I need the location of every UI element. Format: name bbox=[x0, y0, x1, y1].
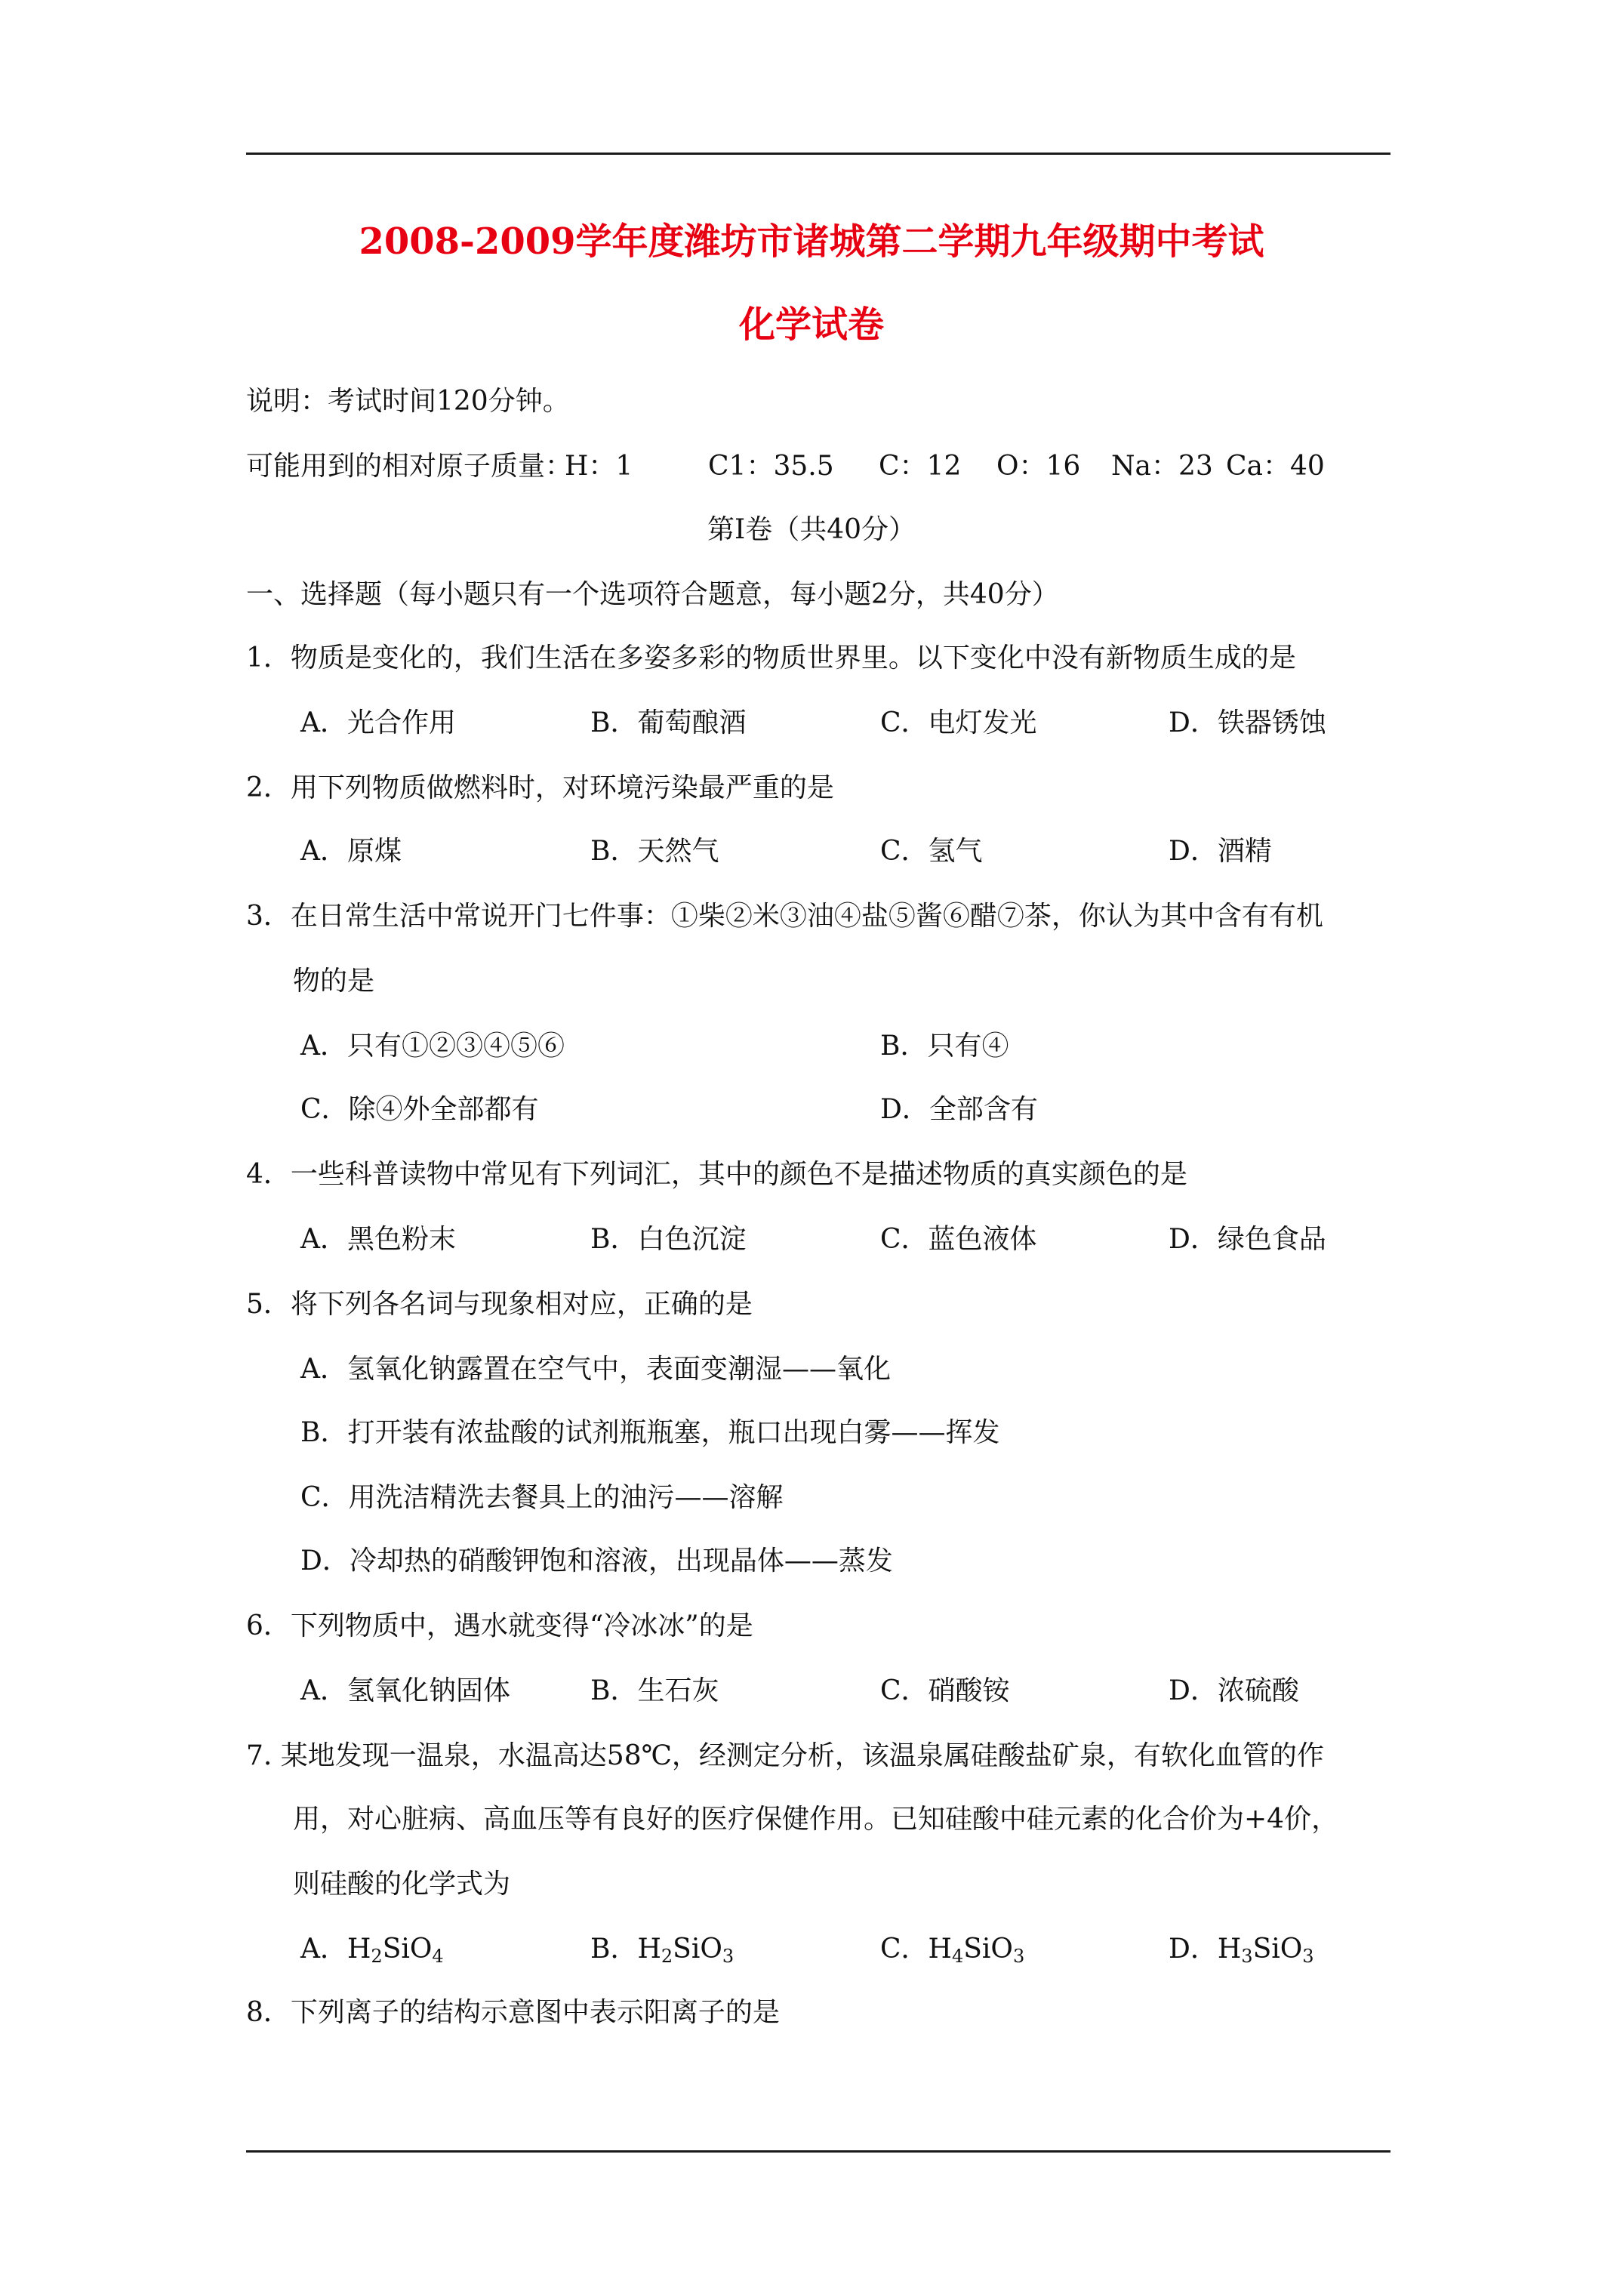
bottom-rule bbox=[246, 2150, 1390, 2153]
exam-subtitle: 化学试卷 bbox=[738, 304, 884, 346]
question-stem: 5．将下列各名词与现象相对应，正确的是 bbox=[246, 1289, 753, 1320]
option-c: C．电灯发光 bbox=[880, 707, 1037, 738]
option-d: D．冷却热的硝酸钾饱和溶液，出现晶体——蒸发 bbox=[300, 1546, 893, 1576]
option-a: A．$H_2SiO_4$ bbox=[300, 1934, 444, 1967]
question-stem-continued: 则硅酸的化学式为 bbox=[293, 1869, 511, 1900]
question-stem-continued: 物的是 bbox=[293, 966, 375, 997]
question-stem: 8．下列离子的结构示意图中表示阳离子的是 bbox=[246, 1997, 780, 2028]
top-rule bbox=[246, 153, 1390, 155]
option-a: A．黑色粉末 bbox=[300, 1224, 456, 1255]
mass-h: H：1 bbox=[565, 451, 633, 482]
atomic-masses-label: 可能用到的相对原子质量： bbox=[246, 451, 573, 482]
option-d: D．酒精 bbox=[1169, 836, 1272, 867]
exam-note: 说明：考试时间120分钟。 bbox=[246, 386, 570, 417]
question-stem: 1．物质是变化的，我们生活在多姿多彩的物质世界里。以下变化中没有新物质生成的是 bbox=[246, 643, 1296, 673]
option-c: C．用洗洁精洗去餐具上的油污——溶解 bbox=[300, 1482, 784, 1513]
option-a: A．只有①②③④⑤⑥ bbox=[300, 1031, 565, 1062]
option-d: D．全部含有 bbox=[880, 1094, 1038, 1125]
section-heading: 一、选择题（每小题只有一个选项符合题意，每小题2分，共40分） bbox=[246, 579, 1059, 610]
option-a: A．光合作用 bbox=[300, 707, 456, 738]
mass-cl: C1：35.5 bbox=[708, 451, 834, 482]
option-a: A．氢氧化钠固体 bbox=[300, 1675, 510, 1706]
option-b: B．葡萄酿酒 bbox=[590, 707, 747, 738]
option-b: B．天然气 bbox=[590, 836, 719, 867]
option-d: D．铁器锈蚀 bbox=[1169, 707, 1326, 738]
mass-ca: Ca：40 bbox=[1226, 451, 1325, 482]
option-a: A．氢氧化钠露置在空气中，表面变潮湿——氧化 bbox=[300, 1354, 891, 1385]
option-b: B．打开装有浓盐酸的试剂瓶瓶塞，瓶口出现白雾——挥发 bbox=[300, 1417, 1000, 1448]
mass-o: O：16 bbox=[996, 451, 1081, 482]
question-stem: 6．下列物质中，遇水就变得“冷冰冰”的是 bbox=[246, 1610, 753, 1641]
question-stem: 7. 某地发现一温泉，水温高达58℃，经测定分析，该温泉属硅酸盐矿泉，有软化血管的作 bbox=[246, 1740, 1324, 1771]
option-b: B．白色沉淀 bbox=[590, 1224, 747, 1255]
question-stem: 3．在日常生活中常说开门七件事：①柴②米③油④盐⑤酱⑥醋⑦茶，你认为其中含有有机 bbox=[246, 901, 1323, 932]
exam-title: 2008-2009学年度潍坊市诸城第二学期九年级期中考试 bbox=[359, 220, 1264, 263]
option-c: C．硝酸铵 bbox=[880, 1675, 1010, 1706]
mass-na: Na：23 bbox=[1111, 451, 1213, 482]
option-d: D．$H_3SiO_3$ bbox=[1169, 1934, 1314, 1967]
option-b: B．只有④ bbox=[880, 1031, 1009, 1062]
option-b: B．$H_2SiO_3$ bbox=[590, 1934, 735, 1967]
option-c: C．$H_4SiO_3$ bbox=[880, 1934, 1025, 1967]
question-stem: 2．用下列物质做燃料时，对环境污染最严重的是 bbox=[246, 772, 834, 803]
section-title: 第Ⅰ卷（共40分） bbox=[707, 514, 916, 545]
mass-c: C：12 bbox=[879, 451, 962, 482]
option-c: C．氢气 bbox=[880, 836, 983, 867]
option-b: B．生石灰 bbox=[590, 1675, 719, 1706]
option-d: D．浓硫酸 bbox=[1169, 1675, 1299, 1706]
question-stem-continued: 用，对心脏病、高血压等有良好的医疗保健作用。已知硅酸中硅元素的化合价为+4价， bbox=[293, 1804, 1339, 1835]
option-c: C．蓝色液体 bbox=[880, 1224, 1037, 1255]
option-d: D．绿色食品 bbox=[1169, 1224, 1326, 1255]
option-c: C．除④外全部都有 bbox=[300, 1094, 539, 1125]
question-stem: 4．一些科普读物中常见有下列词汇，其中的颜色不是描述物质的真实颜色的是 bbox=[246, 1159, 1187, 1190]
option-a: A．原煤 bbox=[300, 836, 402, 867]
